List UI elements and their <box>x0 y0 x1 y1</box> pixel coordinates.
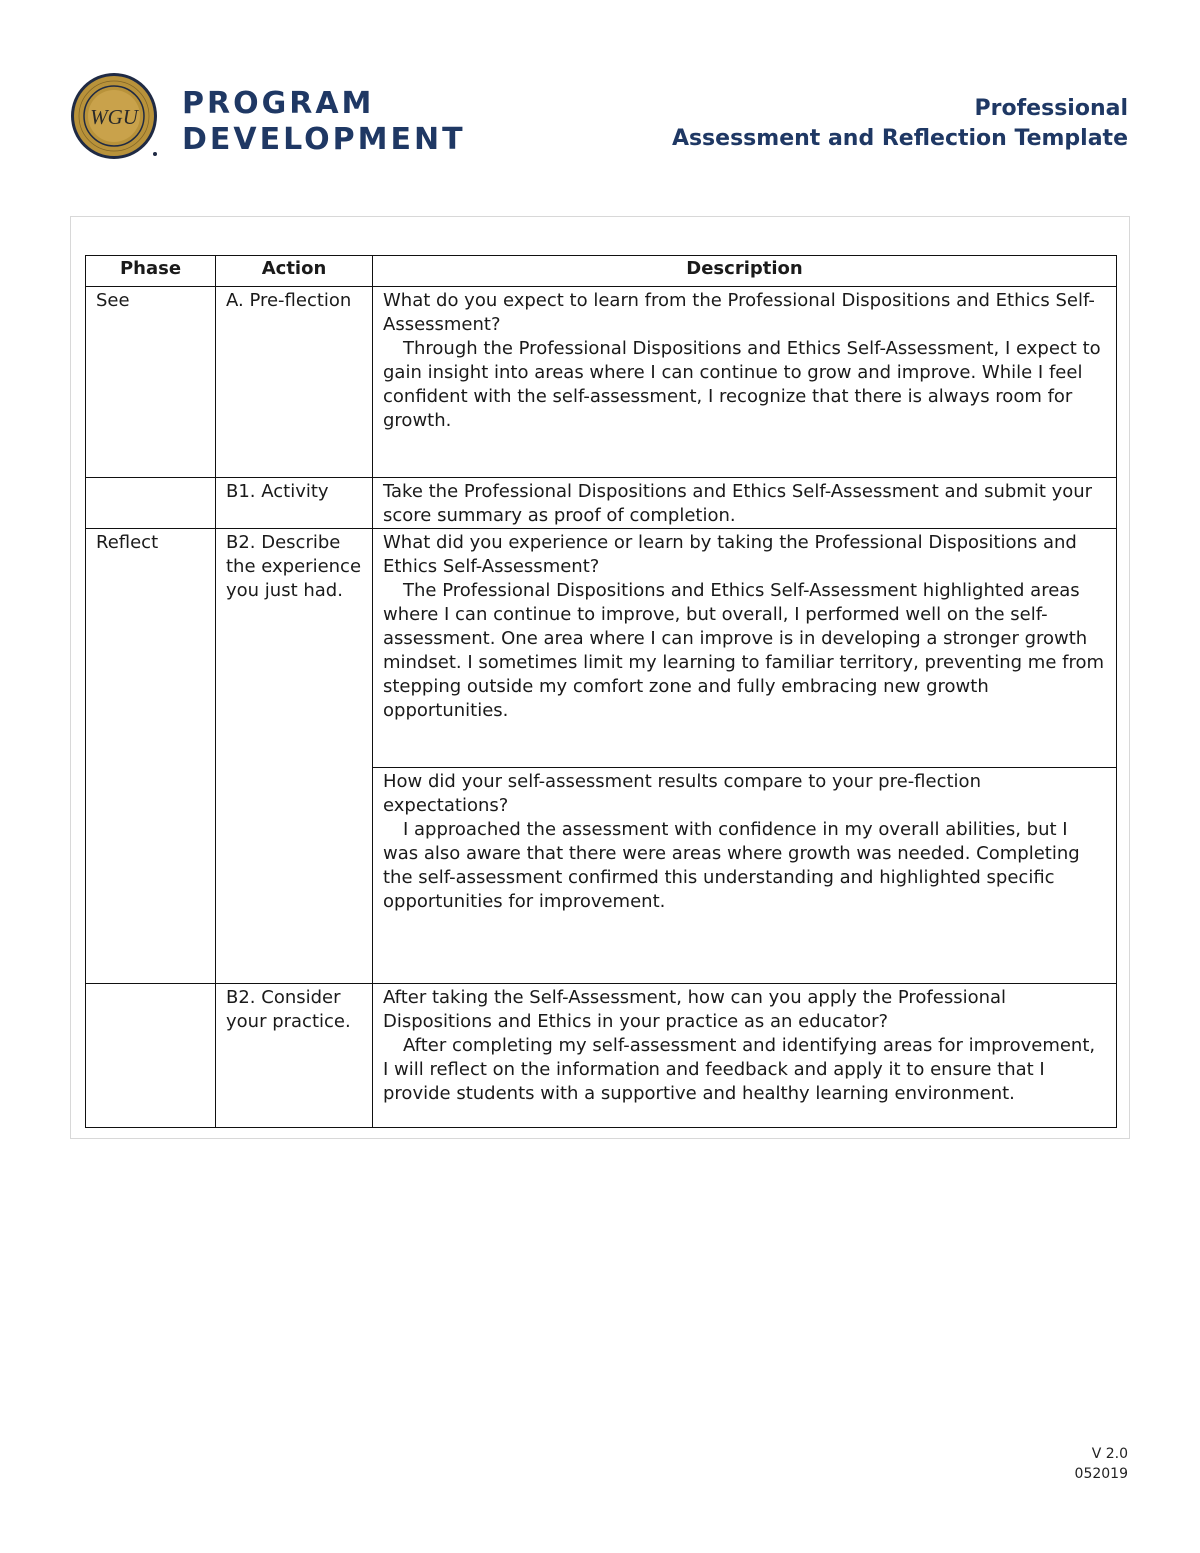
version-footer <box>1075 1444 1128 1484</box>
table-row-activity <box>86 478 1117 529</box>
table-row-practice <box>86 984 1117 1128</box>
doc-title-line2: Assessment and Reflection Template <box>671 126 1128 151</box>
description-question: After taking the Self-Assessment, how can you apply the Professional Dispositions and Ethics in your practice as an educator? <box>383 987 1007 1032</box>
description-cell <box>373 984 1117 1128</box>
phase-cell: Reflect <box>86 529 216 984</box>
table-header-row <box>86 256 1117 287</box>
description-question: What did you experience or learn by taking the Professional Dispositions and Ethics Self-Assessment? <box>383 532 1077 577</box>
header-phase: Phase <box>86 256 216 287</box>
seal-monogram: WGU <box>90 105 138 129</box>
description-cell <box>373 287 1117 478</box>
description-answer: The Professional Dispositions and Ethics Self-Assessment highlighted areas where I can continue to improve, but overall, I performed well on the self-assessment. One area where I can improve is in developing a stronger growth mindset. I sometimes limit my learning to familiar territory, preventing me from stepping outside my comfort zone and fully embracing new growth opportunities. <box>383 580 1105 721</box>
wgu-seal-icon <box>70 72 158 160</box>
description-cell <box>373 529 1117 768</box>
description-answer: After completing my self-assessment and identifying areas for improvement, I will reflect on the information and feedback and apply it to ensure that I provide students with a supportive and healthy learning environment. <box>383 1035 1096 1104</box>
description-answer: I approached the assessment with confidence in my overall abilities, but I was also aware that there were areas where growth was needed. Completing the self-assessment confirmed this understanding and highlighted specific opportunities for improvement. <box>383 819 1080 912</box>
version-code: 052019 <box>1074 1466 1128 1482</box>
action-cell: B2. Describe the experience you just had. <box>216 529 373 984</box>
header-description: Description <box>373 256 1117 287</box>
header-action: Action <box>216 256 373 287</box>
program-development-title <box>182 86 466 158</box>
description-question: How did your self-assessment results compare to your pre-flection expectations? <box>383 771 981 816</box>
phase-cell: See <box>86 287 216 478</box>
document-title <box>672 94 1128 154</box>
doc-title-line1: Professional <box>974 96 1128 121</box>
action-cell: A. Pre-flection <box>216 287 373 478</box>
description-question: What do you expect to learn from the Professional Dispositions and Ethics Self-Assessment? <box>383 290 1095 335</box>
description-question: Take the Professional Dispositions and Ethics Self-Assessment and submit your score summary as proof of completion. <box>383 481 1093 526</box>
program-title-line2: DEVELOPMENT <box>182 122 466 157</box>
description-cell <box>373 478 1117 529</box>
table-row-describe <box>86 529 1117 768</box>
program-title-line1: PROGRAM <box>182 86 375 121</box>
version-label: V 2.0 <box>1091 1446 1128 1462</box>
description-cell <box>373 768 1117 984</box>
table-row-preflection <box>86 287 1117 478</box>
description-answer: Through the Professional Dispositions and Ethics Self-Assessment, I expect to gain insight into areas where I can continue to grow and improve. While I feel confident with the self-assessment, I recognize that there is always room for growth. <box>383 338 1101 431</box>
action-cell: B2. Consider your practice. <box>216 984 373 1128</box>
phase-cell <box>86 984 216 1128</box>
action-cell: B1. Activity <box>216 478 373 529</box>
phase-cell <box>86 478 216 529</box>
assessment-table <box>85 255 1117 1128</box>
